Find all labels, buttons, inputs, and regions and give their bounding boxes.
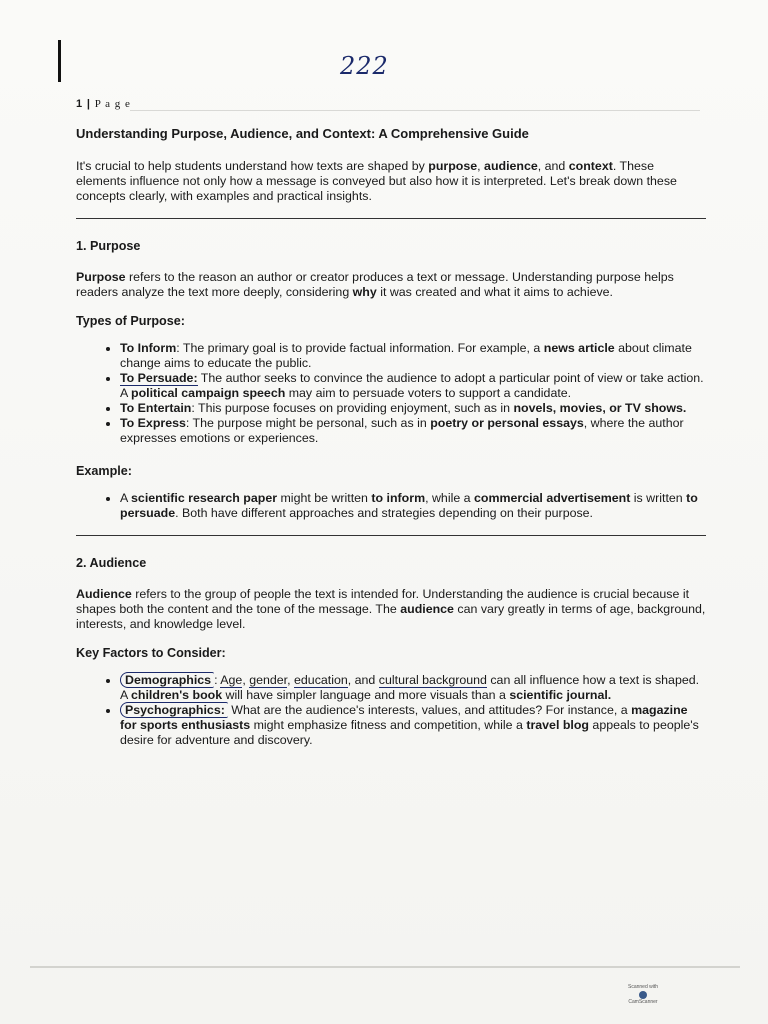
list-item xyxy=(120,703,706,748)
watermark-brand: CamScanner xyxy=(628,999,658,1006)
item-text: might be written xyxy=(277,491,372,505)
item-text: appeals to people's desire for adventure and discovery. xyxy=(120,718,699,747)
item-text: . Both have different approaches and strategies depending on their purpose. xyxy=(175,506,593,520)
list-item xyxy=(120,401,706,416)
purpose-bold: why xyxy=(352,285,377,299)
item-text: , xyxy=(242,673,250,687)
audience-term: Audience xyxy=(76,587,132,601)
section-divider xyxy=(76,535,706,536)
item-bold: travel blog xyxy=(526,718,589,732)
example-list xyxy=(76,491,706,521)
intro-text: . These elements influence not only how a message is conveyed but also how it is interpreted. Let's break down these concepts clearly, with examples and practical insights. xyxy=(76,159,677,203)
item-bold: magazine for sports enthusiasts xyxy=(120,703,688,732)
intro-text: , and xyxy=(537,159,569,173)
item-term: To Inform xyxy=(120,341,177,355)
item-underlined: Age xyxy=(220,673,243,687)
item-bold: poetry or personal essays xyxy=(430,416,584,430)
page-label-word: P a g e xyxy=(94,98,131,110)
types-of-purpose-heading: Types of Purpose: xyxy=(76,314,185,328)
item-text: : The primary goal is to provide factual information. For example, a xyxy=(176,341,544,355)
audience-definition xyxy=(76,587,706,632)
item-underlined: education xyxy=(294,673,348,687)
item-bold: children's book xyxy=(131,688,223,702)
intro-paragraph xyxy=(76,159,706,204)
list-item xyxy=(120,416,706,446)
item-term: Demographics xyxy=(120,672,214,688)
item-bold: political campaign speech xyxy=(131,386,286,400)
item-text: A xyxy=(120,491,132,505)
watermark-line1: Scanned with xyxy=(627,984,659,990)
document-body xyxy=(76,122,706,748)
intro-text: It's crucial to help students understand how texts are shaped by xyxy=(76,159,429,173)
item-bold: novels, movies, or TV shows. xyxy=(513,401,687,415)
purpose-text: it was created and what it aims to achieve. xyxy=(376,285,613,299)
list-item xyxy=(120,673,706,703)
item-text: can all influence how a text is shaped. A xyxy=(120,673,700,702)
item-bold: commercial advertisement xyxy=(474,491,631,505)
watermark-line2 xyxy=(626,991,660,1006)
section-divider xyxy=(76,218,706,219)
item-text: : This purpose focuses on providing enjoyment, such as in xyxy=(191,401,514,415)
item-bold: to inform xyxy=(371,491,426,505)
list-item xyxy=(120,491,706,521)
purpose-types-list xyxy=(76,341,706,446)
page-label-number: 1 xyxy=(76,98,84,110)
item-term: To Express xyxy=(120,416,186,430)
item-term: Psychographics: xyxy=(120,702,228,718)
example-heading: Example: xyxy=(76,464,132,478)
purpose-definition xyxy=(76,270,706,300)
audience-heading: 2. Audience xyxy=(76,556,147,570)
item-underlined: cultural background xyxy=(378,673,487,687)
item-text: , while a xyxy=(425,491,474,505)
page-label-separator: | xyxy=(86,98,91,110)
item-term: To Persuade: xyxy=(120,371,198,385)
audience-text: can vary greatly in terms of age, background, interests, and knowledge level. xyxy=(76,602,706,631)
item-bold: to persuade xyxy=(120,491,698,520)
scan-edge xyxy=(30,966,740,968)
list-item xyxy=(120,371,706,401)
item-bold: news article xyxy=(543,341,615,355)
header-rule xyxy=(130,110,700,111)
camscanner-logo-icon xyxy=(639,991,647,999)
page-label xyxy=(76,98,131,110)
audience-bold: audience xyxy=(400,602,454,616)
key-factors-heading: Key Factors to Consider: xyxy=(76,646,226,660)
item-text: might emphasize fitness and competition, while a xyxy=(250,718,527,732)
item-term: To Entertain xyxy=(120,401,192,415)
intro-bold: purpose xyxy=(428,159,478,173)
item-text: What are the audience's interests, values, and attitudes? For instance, a xyxy=(227,703,632,717)
purpose-text: refers to the reason an author or creator produces a text or message. Understanding purpose helps readers analyze the text more deeply, considering xyxy=(76,270,674,299)
item-bold: scientific journal. xyxy=(509,688,612,702)
item-text: : The purpose might be personal, such as in xyxy=(185,416,431,430)
item-underlined: gender xyxy=(249,673,288,687)
item-text: will have simpler language and more visuals than a xyxy=(222,688,510,702)
intro-bold: context xyxy=(568,159,613,173)
item-text: : xyxy=(214,673,221,687)
audience-text: refers to the group of people the text is intended for. Understanding the audience is crucial because it shapes both the content and the tone of the message. The xyxy=(76,587,690,616)
item-text: The author seeks to convince the audience to adopt a particular point of view or take action. A xyxy=(120,371,704,400)
document-title: Understanding Purpose, Audience, and Context: A Comprehensive Guide xyxy=(76,126,529,141)
item-text: may aim to persuade voters to support a candidate. xyxy=(285,386,572,400)
item-text: , where the author expresses emotions or experiences. xyxy=(120,416,684,445)
intro-bold: audience xyxy=(484,159,538,173)
scanner-watermark xyxy=(626,984,660,1014)
list-item xyxy=(120,341,706,371)
purpose-term: Purpose xyxy=(76,270,126,284)
item-text: , xyxy=(287,673,295,687)
purpose-heading: 1. Purpose xyxy=(76,239,141,253)
item-text: , and xyxy=(347,673,379,687)
item-bold: scientific research paper xyxy=(131,491,278,505)
item-text: about climate change aims to educate the public. xyxy=(120,341,692,370)
handwritten-page-number: 222 xyxy=(340,52,389,80)
margin-mark xyxy=(58,40,61,82)
audience-factors-list xyxy=(76,673,706,748)
item-text: is written xyxy=(630,491,687,505)
intro-text: , xyxy=(477,159,485,173)
